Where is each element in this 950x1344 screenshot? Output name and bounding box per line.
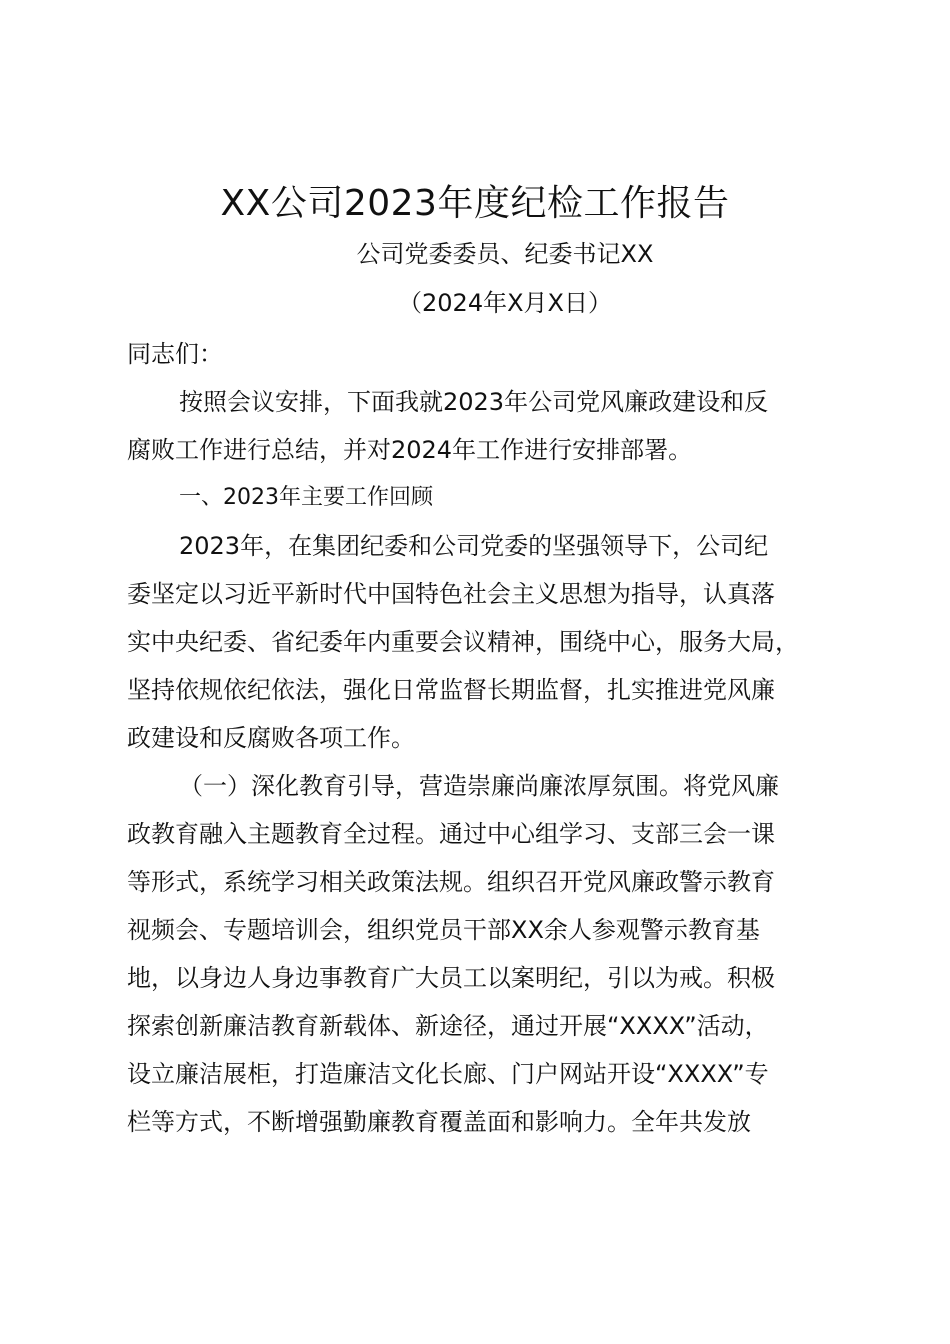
intro-line: 腐败工作进行总结，并对2024年工作进行安排部署。 xyxy=(127,436,693,464)
section-heading: 一、2023年主要工作回顾 xyxy=(179,485,433,510)
subsection-line: 视频会、专题培训会，组织党员干部XX余人参观警示教育基 xyxy=(127,916,760,944)
salutation: 同志们： xyxy=(127,340,223,368)
subsection-line: 栏等方式，不断增强勤廉教育覆盖面和影响力。全年共发放 xyxy=(127,1108,751,1136)
paragraph-line: 2023年，在集团纪委和公司党委的坚强领导下，公司纪 xyxy=(179,532,769,560)
paragraph-line: 委坚定以习近平新时代中国特色社会主义思想为指导，认真落 xyxy=(127,580,775,608)
subsection-line: 等形式，系统学习相关政策法规。组织召开党风廉政警示教育 xyxy=(127,868,775,896)
document-date: （2024年X月X日） xyxy=(398,289,612,317)
subsection-line: （一）深化教育引导，营造崇廉尚廉浓厚氛围。将党风廉 xyxy=(179,772,779,800)
paragraph-line: 政建设和反腐败各项工作。 xyxy=(127,724,415,752)
subsection-line: 地，以身边人身边事教育广大员工以案明纪，引以为戒。积极 xyxy=(127,964,775,992)
document-body xyxy=(127,336,867,1152)
document-title: XX公司2023年度纪检工作报告 xyxy=(220,183,730,224)
subsection-line: 设立廉洁展柜，打造廉洁文化长廊、门户网站开设“XXXX”专 xyxy=(127,1060,769,1088)
subsection-line: 政教育融入主题教育全过程。通过中心组学习、支部三会一课 xyxy=(127,820,775,848)
document-subtitle: 公司党委委员、纪委书记XX xyxy=(356,240,654,268)
paragraph-line: 实中央纪委、省纪委年内重要会议精神，围绕中心，服务大局， xyxy=(127,628,799,656)
subsection-line: 探索创新廉洁教育新载体、新途径，通过开展“XXXX”活动， xyxy=(127,1012,769,1040)
intro-line: 按照会议安排，下面我就2023年公司党风廉政建设和反 xyxy=(179,388,769,416)
paragraph-line: 坚持依规依纪依法，强化日常监督长期监督，扎实推进党风廉 xyxy=(127,676,775,704)
